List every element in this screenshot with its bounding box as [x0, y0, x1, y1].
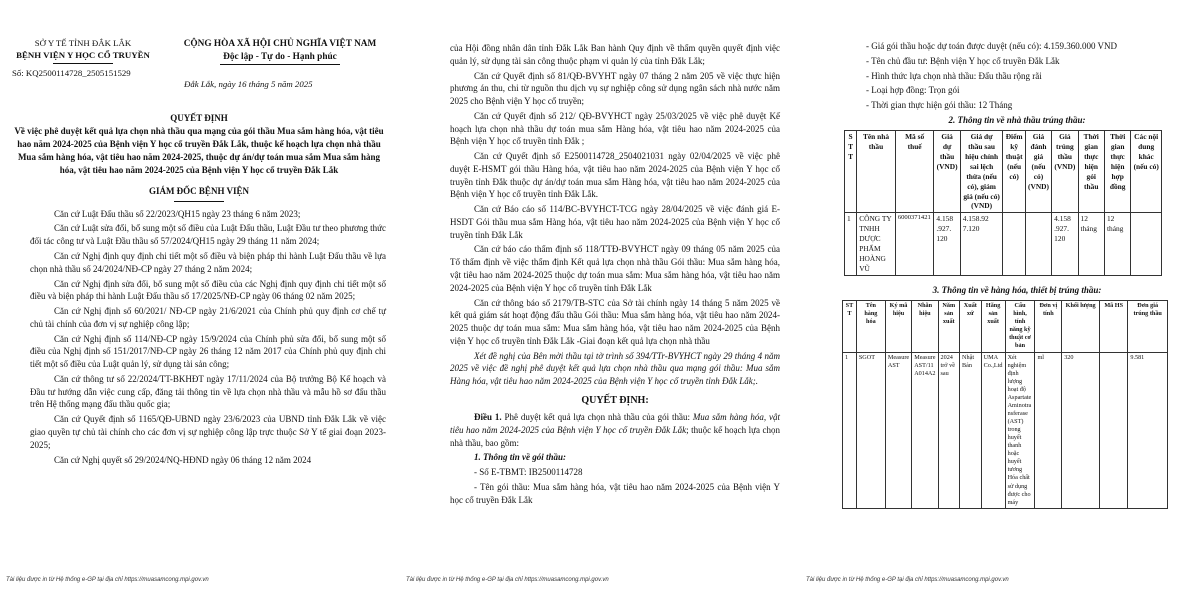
column-header: Đơn vị tính — [1035, 301, 1062, 352]
winning-contractor-table — [844, 130, 1162, 277]
column-header: Mã HS — [1100, 301, 1128, 352]
consideration-paragraph: Xét đề nghị của Bên mời thầu tại tờ trình số 394/TTr-BVYHCT ngày 29 tháng 4 năm 2025 về việc đề nghị phê duyệt kết quả lựa chọn nhà thầu qua mạng gói thầu: Mua sắm Hàng hóa, vật tiêu hao năm 2024-2025 của Bệnh viện Y học cổ truyền tỉnh Đắk Lắk;. — [450, 350, 780, 387]
document-page-3 — [800, 0, 1200, 595]
table-cell: 12 tháng — [1104, 213, 1130, 276]
table-cell: 6000371421 — [895, 213, 934, 276]
table-row — [845, 213, 1162, 276]
legal-basis-list — [30, 208, 386, 467]
legal-basis-paragraph: Căn cứ Quyết định số 212/ QĐ-BVYHCT ngày 25/03/2025 về việc phê duyệt Kế hoạch lựa chọn nhà thầu dự toán mua sắm Hàng hóa, vật tiêu hao năm 2024-2025 của Bệnh viện Y học cổ truyền tỉnh Đắk ; — [450, 110, 780, 147]
section-2-heading: 2. Thông tin về nhà thầu trúng thầu: — [948, 114, 1086, 125]
page-1-content — [12, 38, 388, 80]
legal-basis-paragraph: Căn cứ Quyết định số E2500114728_2504021031 ngày 02/04/2025 về việc phê duyệt E-HSMT gói thầu Hàng hóa, vật tiêu hao năm 2024-2025 của Bệnh viện Y học cổ truyền tỉnh Đắk thuộc dự án/dự toán mua sắm Hàng hóa, vật tiêu hao năm 2024-2025 của Bệnh viện Y học cổ truyền tỉnh Đắk Lắk. — [450, 151, 780, 200]
column-header: S T T — [845, 130, 857, 213]
table-cell: 1 — [843, 352, 857, 508]
selection-method: - Hình thức lựa chọn nhà thầu: Đấu thầu rộng rãi — [866, 70, 1042, 81]
table-cell: CÔNG TY TNHH DƯỢC PHẨM HOÀNG VŨ — [857, 213, 896, 276]
table-cell: Nhật Bản — [960, 352, 982, 508]
legal-basis-paragraph: Căn cứ thông báo số 2179/TB-STC của Sở tài chính ngày 14 tháng 5 năm 2025 về kết quả giám sát hoạt động đấu thầu Gói thầu: Mua sắm hàng hóa, vật tiêu hao năm 2024-2025 thuộc dự toán mua sắm: Mua sắm hàng hóa, vật tiêu hao năm 2024-2025 của Bệnh viện Y học cổ truyền tỉnh Đắk Lắk -Giai đoạn kết quả lựa chọn nhà thầu — [450, 297, 780, 346]
column-header: Khối lượng — [1062, 301, 1100, 352]
tender-number: - Số E-TBMT: IB2500114728 — [474, 467, 583, 478]
table-row — [843, 352, 1168, 508]
document-number: Số: KQ2500114728_2505151529 — [12, 68, 131, 79]
legal-basis-paragraph: Căn cứ Nghị định số 114/NĐ-CP ngày 15/9/2024 của Chính phủ sửa đổi, bổ sung một số điều của Nghị định số 151/2017/NĐ-CP ngày 26 tháng 12 năm 2017 của Chính phủ quy định chi tiết một số điều của Luật quản lý, sử dụng tài sản công; — [30, 333, 386, 370]
table-cell — [1100, 352, 1128, 508]
table-cell: 4.158.92 7.120 — [960, 213, 1003, 276]
page-footer: Tài liệu được in từ Hệ thống e-GP tại địa chỉ https://muasamcong.mpi.gov.vn — [406, 577, 609, 584]
column-header: Xuất xứ — [960, 301, 982, 352]
article-1-text: Phê duyệt kết quả lựa chọn nhà thầu của gói thầu: — [501, 412, 693, 423]
table-cell: Measure AST — [885, 352, 911, 508]
legal-basis-paragraph: Căn cứ Nghị định quy định chi tiết một số điều và biện pháp thi hành Luật Đấu thầu về lựa chọn nhà thầu số 24/2024/NĐ-CP ngày 27 tháng 2 năm 2024; — [30, 251, 386, 274]
page-2-content — [450, 42, 780, 508]
table-cell: 1 — [845, 213, 857, 276]
table-cell: SGOT — [856, 352, 885, 508]
column-header: Hãng sản xuất — [981, 301, 1005, 352]
table-cell: 12 tháng — [1078, 213, 1104, 276]
page-footer: Tài liệu được in từ Hệ thống e-GP tại địa chỉ https://muasamcong.mpi.gov.vn — [806, 577, 1009, 584]
article-1-tail: ; thuộc kế hoạch lựa chọn nhà thầu, bao gồm: — [450, 424, 780, 448]
page-footer: Tài liệu được in từ Hệ thống e-GP tại địa chỉ https://muasamcong.mpi.gov.vn — [6, 577, 209, 584]
table-cell: 4.158 .927. 120 — [1052, 213, 1078, 276]
letterhead — [12, 38, 386, 65]
article-1 — [450, 411, 780, 449]
table-header-row — [845, 130, 1162, 213]
document-page-1 — [0, 0, 400, 595]
column-header: Giá dự thầu (VND) — [934, 130, 960, 213]
column-header: Đơn giá trúng thầu — [1128, 301, 1168, 352]
table-cell: Xét nghiệm định lượng hoạt độ Aspartate Aminotra nsferase (AST) trong huyết thanh hoặc huyết tương Hóa chất sử dụng được cho máy — [1005, 352, 1035, 508]
ministry-name: SỞ Y TẾ TỈNH ĐẮK LẮK — [34, 38, 132, 48]
column-header: Tên nhà thầu — [857, 130, 896, 213]
column-header: Các nội dung khác (nếu có) — [1131, 130, 1162, 213]
legal-basis-paragraph: Căn cứ Quyết định số 1165/QĐ-UBND ngày 23/6/2023 của UBND tỉnh Đắk Lắk về việc giao quyền tự chủ tài chính cho các đơn vị sự nghiệp công lập trực thuộc Sở Y tế giai đoạn 2023-2025; — [30, 414, 386, 450]
nation-name: CỘNG HÒA XÃ HỘI CHỦ NGHĨA VIỆT NAM — [183, 39, 377, 49]
table-cell — [1025, 213, 1051, 276]
motto: Độc lập - Tự do - Hạnh phúc — [223, 51, 337, 62]
table-cell: UMA Co.,Ltd — [981, 352, 1005, 508]
director-underline — [174, 201, 224, 202]
contract-type: - Loại hợp đồng: Trọn gói — [866, 85, 960, 96]
legal-basis-paragraph: Căn cứ Quyết định số 81/QĐ-BVYHT ngày 07 tháng 2 năm 205 về việc thực hiện phương án thu, chi từ nguồn thu dịch vụ sự nghiệp công sử dụng ngân sách nhà nước năm 2025 cho Bệnh viện Y học cổ truyền; — [450, 70, 780, 107]
column-header: Cấu hình, tính năng kỹ thuật cơ bản — [1005, 301, 1035, 352]
motto-underline — [220, 64, 340, 65]
column-header: Thời gian thực hiện hợp đồng — [1104, 130, 1130, 213]
page-3-content — [842, 40, 1192, 509]
legal-basis-paragraph: Căn cứ báo cáo thẩm định số 118/TTĐ-BVYHCT ngày 09 tháng 05 năm 2025 của Tổ thẩm định về việc thẩm định Kết quả lựa chọn nhà thầu Gói thầu: Mua sắm hàng hóa, vật tiêu hao năm 2024-2025 thuộc dự toán mua sắm: Mua sắm hàng hóa, vật tiêu hao năm 2024-2025 của Bệnh viện Y học cổ truyền tỉnh Đắk Lắk — [450, 244, 780, 293]
column-header: Thời gian thực hiện gói thầu — [1078, 130, 1104, 213]
table-cell: 4.158 .927. 120 — [934, 213, 960, 276]
column-header: Giá đánh giá (nếu có) (VND) — [1025, 130, 1051, 213]
article-1-package: Mua sắm hàng hóa, vật tiêu hao năm 2024-2025 của Bệnh viện Y học cổ truyền Đắk Lắk — [450, 412, 781, 435]
column-header: ST T — [843, 301, 857, 352]
hospital-name: BỆNH VIỆN Y HỌC CỔ TRUYỀN — [16, 49, 150, 60]
section-1-heading: 1. Thông tin về gói thầu: — [474, 452, 567, 463]
legal-basis-paragraph: Căn cứ Nghị định sửa đổi, bổ sung một số điều của các Nghị định quy định chi tiết một số điều và biện pháp thi hành Luật Đấu thầu số 17/2025/NĐ-CP ngày 06 tháng 02 năm 2025; — [30, 278, 386, 302]
page-1-body — [14, 112, 388, 468]
decides-heading: QUYẾT ĐỊNH: — [581, 394, 649, 406]
column-header: Giá trúng thầu (VND) — [1052, 130, 1078, 213]
table-cell: 9.581 — [1128, 352, 1168, 508]
director-title: GIÁM ĐỐC BỆNH VIỆN — [148, 185, 250, 196]
table-cell: 320 — [1062, 352, 1100, 508]
nation-block — [174, 38, 386, 65]
legal-basis-paragraph: Căn cứ thông tư số 22/2024/TT-BKHĐT ngày 17/11/2024 của Bộ trưởng Bộ Kế hoạch và Đầu tư hướng dẫn việc cung cấp, đăng tải thông tin về lựa chọn nhà thầu và mẫu hồ sơ đấu thầu trên Hệ thống mạng đấu thầu quốc gia; — [30, 373, 386, 410]
execution-time: - Thời gian thực hiện gói thầu: 12 Tháng — [866, 100, 1013, 111]
column-header: Nhãn hiệu — [912, 301, 938, 352]
legal-basis-paragraph: Căn cứ Luật sửa đổi, bổ sung một số điều của Luật Đấu thầu, Luật Đầu tư theo phương thức đối tác công tư và Luật Đầu thầu số 57/2024/QH15 ngày 29 tháng 11 năm 2024; — [30, 223, 386, 247]
decision-title: QUYẾT ĐỊNH — [170, 113, 228, 123]
continued-paragraph: của Hội đồng nhân dân tỉnh Đắk Lắk Ban hành Quy định về thẩm quyền quyết định việc quản lý, sử dụng tài sản công thuộc phạm vi quản lý của tỉnh Đắk Lắk; — [450, 43, 780, 66]
legal-basis-paragraph: Căn cứ Nghị định số 60/2021/ NĐ-CP ngày 21/6/2021 của Chính phủ quy định cơ chế tự chủ tài chính của đơn vị sự nghiệp công lập; — [30, 306, 386, 329]
decision-subject: Về việc phê duyệt kết quả lựa chọn nhà thầu qua mạng của gói thầu Mua sắm hàng hóa, vật tiêu hao năm 2024-2025 của Bệnh viện Y học cổ truyền Đắk Lắk, thuộc kế hoạch lựa chọn nhà thầu Mua sắm hàng hóa, vật tiêu hao năm 2024-2025, thuộc dự án/dự toán mua sắm Mua sắm hàng hóa, vật tiêu hao năm 2024-2025 của Bệnh viện Y học cổ truyền Đắk Lắk — [14, 125, 384, 175]
column-header: Giá dự thầu sau hiệu chỉnh sai lệch thừa (nếu có), giảm giá (nếu có) (VND) — [960, 130, 1003, 213]
table-cell: ml — [1035, 352, 1062, 508]
column-header: Mã số thuế — [895, 130, 934, 213]
legal-basis-paragraph: Căn cứ Luật Đấu thầu số 22/2023/QH15 ngày 23 tháng 6 năm 2023; — [54, 208, 301, 219]
package-name: - Tên gói thầu: Mua sắm hàng hóa, vật tiêu hao năm 2024-2025 của Bệnh viện Y học cổ truyền Đắk Lắk — [450, 481, 780, 505]
place-date: Đắk Lắk, ngày 16 tháng 5 năm 2025 — [184, 79, 313, 89]
table-cell: 2024 trở về sau — [938, 352, 960, 508]
table-header-row — [843, 301, 1168, 352]
table-cell — [1131, 213, 1162, 276]
column-header: Điểm kỹ thuật (nếu có) — [1003, 130, 1025, 213]
article-1-label: Điều 1. — [474, 412, 502, 423]
section-3-heading: 3. Thông tin về hàng hóa, thiết bị trúng thầu: — [932, 285, 1102, 296]
table-cell: Measure AST/11 A014A2 — [912, 352, 938, 508]
issuer-block — [12, 38, 154, 65]
legal-basis-paragraph: Căn cứ Nghị quyết số 29/2024/NQ-HĐND ngày 06 tháng 12 năm 2024 — [54, 454, 312, 465]
legal-basis-paragraph: Căn cứ Báo cáo số 114/BC-BVYHCT-TCG ngày 28/04/2025 về việc đánh giá E-HSDT Gói thầu mua sắm Hàng hóa, vật tiêu hao năm 2024-2025 của Bệnh viện Y học cổ truyền tỉnh Đắk Lắk — [450, 204, 780, 240]
director-heading — [12, 185, 386, 202]
package-price: - Giá gói thầu hoặc dự toán được duyệt (nếu có): 4.159.360.000 VND — [866, 41, 1118, 51]
winning-goods-table — [842, 300, 1168, 509]
column-header: Năm sản xuất — [938, 301, 960, 352]
column-header: Ký mã hiệu — [885, 301, 911, 352]
document-page-2 — [400, 0, 800, 595]
column-header: Tên hàng hóa — [856, 301, 885, 352]
table-cell — [1003, 213, 1025, 276]
issuer-underline — [53, 63, 113, 64]
investor-name: - Tên chủ đầu tư: Bệnh viện Y học cổ truyền Đắk Lắk — [866, 55, 1060, 66]
